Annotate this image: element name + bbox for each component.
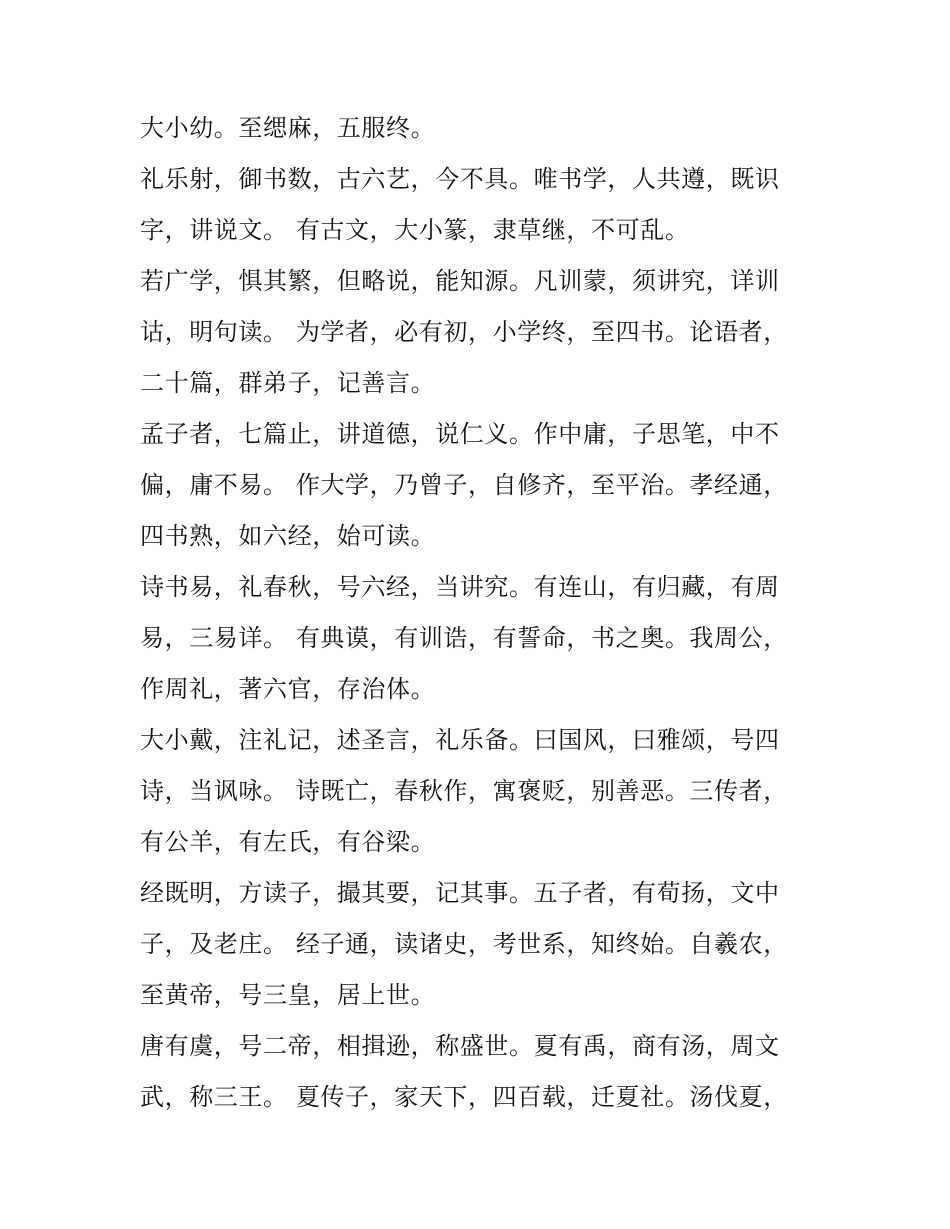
text-line-1: 大小幼。至缌麻，五服终。 [140, 114, 436, 142]
text-line-3: 字，讲说文。 有古文，大小篆，隶草继，不可乱。 [140, 216, 690, 244]
text-line-15: 有公羊，有左氏，有谷梁。 [140, 828, 436, 856]
text-line-17: 子，及老庄。 经子通，读诸史，考世系，知终始。自羲农， [140, 930, 788, 958]
text-line-7: 孟子者，七篇止，讲道德，说仁义。作中庸，子思笔，中不 [140, 420, 780, 448]
text-line-13: 大小戴，注礼记，述圣言，礼乐备。曰国风，曰雅颂，号四 [140, 726, 780, 754]
text-line-2: 礼乐射，御书数，古六艺，今不具。唯书学，人共遵，既识 [140, 165, 780, 193]
text-line-8: 偏，庸不易。 作大学，乃曾子，自修齐，至平治。孝经通， [140, 471, 788, 499]
text-body [140, 103, 800, 1123]
text-line-16: 经既明，方读子，撮其要，记其事。五子者，有荀扬，文中 [140, 879, 780, 907]
text-line-18: 至黄帝，号三皇，居上世。 [140, 981, 436, 1009]
text-line-9: 四书熟，如六经，始可读。 [140, 522, 436, 550]
text-line-20: 武，称三王。 夏传子，家天下，四百载，迁夏社。汤伐夏， [140, 1083, 788, 1111]
text-line-14: 诗，当讽咏。 诗既亡，春秋作，寓褒贬，别善恶。三传者， [140, 777, 788, 805]
text-line-10: 诗书易，礼春秋，号六经，当讲究。有连山，有归藏，有周 [140, 573, 780, 601]
text-line-6: 二十篇，群弟子，记善言。 [140, 369, 436, 397]
text-line-12: 作周礼，著六官，存治体。 [140, 675, 436, 703]
text-line-4: 若广学，惧其繁，但略说，能知源。凡训蒙，须讲究，详训 [140, 267, 780, 295]
text-line-19: 唐有虞，号二帝，相揖逊，称盛世。夏有禹，商有汤，周文 [140, 1032, 780, 1060]
text-line-11: 易，三易详。 有典谟，有训诰，有誓命，书之奥。我周公， [140, 624, 788, 652]
text-line-5: 诂，明句读。 为学者，必有初，小学终，至四书。论语者， [140, 318, 788, 346]
